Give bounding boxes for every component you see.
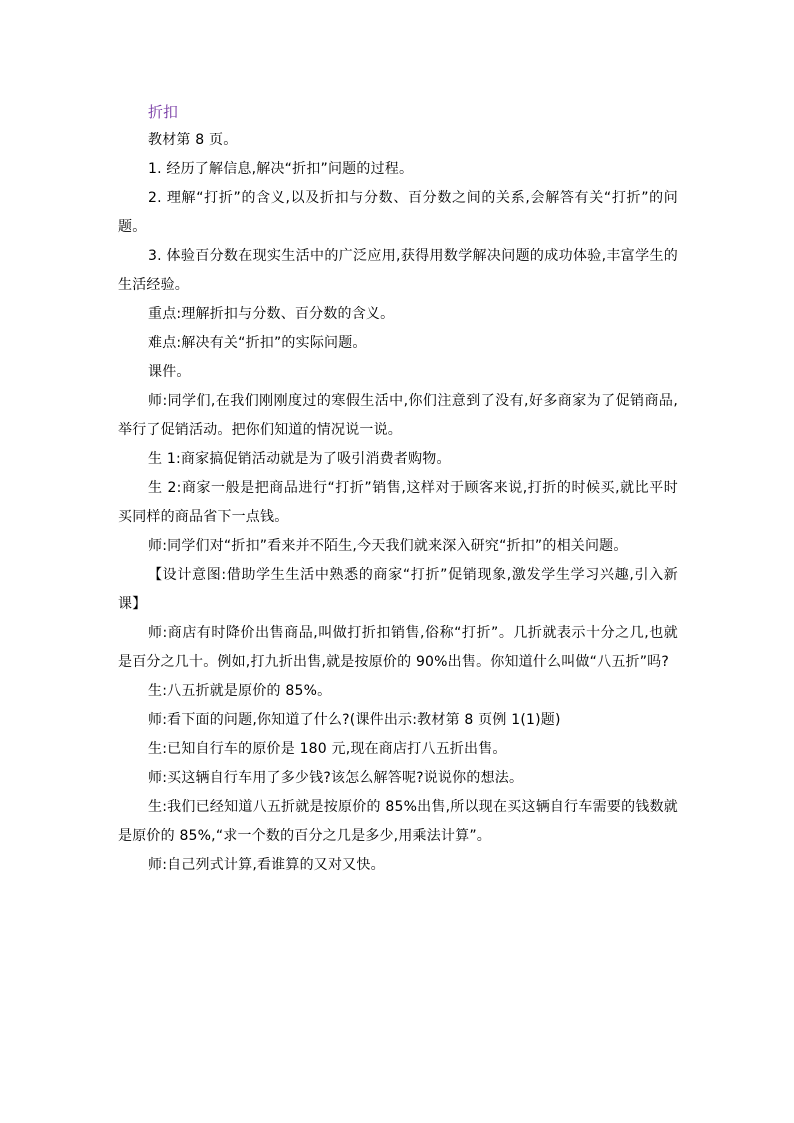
paragraph-4: 3. 体验百分数在现实生活中的广泛应用,获得用数学解决问题的成功体验,丰富学生的生活经验。 <box>118 248 678 293</box>
paragraph-6: 难点:解决有关“折扣”的实际问题。 <box>148 335 367 351</box>
paragraph-17: 师:买这辆自行车用了多少钱?该怎么解答呢?说说你的想法。 <box>148 770 524 786</box>
paragraph-7: 课件。 <box>148 364 191 380</box>
paragraph-18: 生:我们已经知道八五折就是按原价的 85%出售,所以现在买这辆自行车需要的钱数就是原价的 85%,“求一个数的百分之几是多少,用乘法计算”。 <box>118 799 678 844</box>
paragraph-14: 生:八五折就是原价的 85%。 <box>148 683 332 699</box>
paragraph-9: 生 1:商家搞促销活动就是为了吸引消费者购物。 <box>148 451 451 467</box>
paragraph-12: 【设计意图:借助学生生活中熟悉的商家“打折”促销现象,激发学生学习兴趣,引入新课】 <box>118 567 678 612</box>
paragraph-15: 师:看下面的问题,你知道了什么?(课件出示:教材第 8 页例 1(1)题) <box>148 712 561 728</box>
paragraph-8: 师:同学们,在我们刚刚度过的寒假生活中,你们注意到了没有,好多商家为了促销商品,举行了促销活动。把你们知道的情况说一说。 <box>118 393 678 438</box>
section-title: 折扣 <box>148 103 179 121</box>
paragraph-5: 重点:理解折扣与分数、百分数的含义。 <box>148 306 395 322</box>
paragraph-2: 1. 经历了解信息,解决“折扣”问题的过程。 <box>148 161 414 177</box>
paragraph-11: 师:同学们对“折扣”看来并不陌生,今天我们就来深入研究“折扣”的相关问题。 <box>148 538 628 554</box>
paragraph-16: 生:已知自行车的原价是 180 元,现在商店打八五折出售。 <box>148 741 507 757</box>
paragraph-1: 教材第 8 页。 <box>148 132 238 148</box>
paragraph-19: 师:自己列式计算,看谁算的又对又快。 <box>148 857 385 873</box>
paragraph-10: 生 2:商家一般是把商品进行“打折”销售,这样对于顾客来说,打折的时候买,就比平时买同样的商品省下一点钱。 <box>118 480 678 525</box>
paragraph-13: 师:商店有时降价出售商品,叫做打折扣销售,俗称“打折”。几折就表示十分之几,也就是百分之几十。例如,打九折出售,就是按原价的 90%出售。你知道什么叫做“八五折”吗? <box>118 625 678 670</box>
document-body <box>118 98 678 880</box>
paragraph-3: 2. 理解“打折”的含义,以及折扣与分数、百分数之间的关系,会解答有关“打折”的问题。 <box>118 190 678 235</box>
